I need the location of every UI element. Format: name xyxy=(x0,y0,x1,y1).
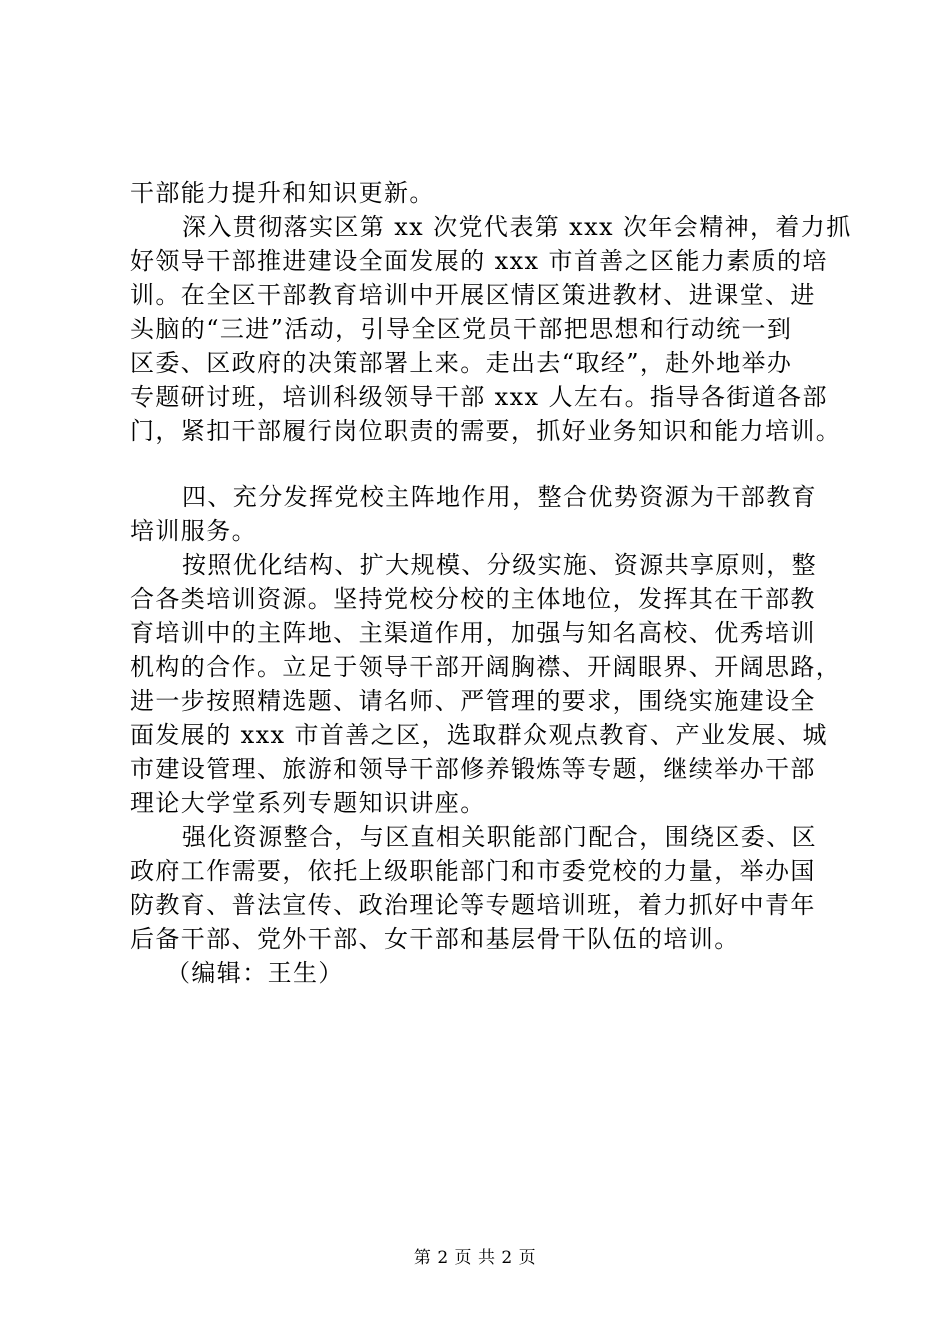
text-line: 训。在全区干部教育培训中开展区情区策进教材、进课堂、进 xyxy=(130,281,816,309)
paragraph-first-line: 深入贯彻落实区第 xx 次党代表第 xxx 次年会精神，着力抓 xyxy=(182,213,852,241)
text-line: 育培训中的主阵地、主渠道作用，加强与知名高校、优秀培训 xyxy=(130,619,816,647)
text-line: 头脑的“三进”活动，引导全区党员干部把思想和行动统一到 xyxy=(130,315,793,343)
text-line: 专题研讨班，培训科级领导干部 xxx 人左右。指导各街道各部 xyxy=(130,383,828,411)
section-heading: 四、充分发挥党校主阵地作用，整合优势资源为干部教育 xyxy=(182,483,817,511)
text-line: 好领导干部推进建设全面发展的 xxx 市首善之区能力素质的培 xyxy=(130,247,828,275)
text-line: 防教育、普法宣传、政治理论等专题培训班，着力抓好中青年 xyxy=(130,891,816,919)
text-line: 合各类培训资源。坚持党校分校的主体地位，发挥其在干部教 xyxy=(130,585,816,613)
text-line: 后备干部、党外干部、女干部和基层骨干队伍的培训。 xyxy=(130,925,740,953)
paragraph-gap xyxy=(130,448,830,480)
text-line: 市建设管理、旅游和领导干部修养锻炼等专题，继续举办干部 xyxy=(130,755,816,783)
text-line: 面发展的 xxx 市首善之区，选取群众观点教育、产业发展、城 xyxy=(130,721,828,749)
text-line: 政府工作需要，依托上级职能部门和市委党校的力量，举办国 xyxy=(130,857,816,885)
text-line: 机构的合作。立足于领导干部开阔胸襟、开阔眼界、开阔思路， xyxy=(130,653,842,681)
document-body xyxy=(130,176,852,990)
text-line: 干部能力提升和知识更新。 xyxy=(130,179,435,207)
page-footer xyxy=(0,1243,950,1268)
page-number: 第 2 页 共 2 页 xyxy=(413,1248,537,1268)
paragraph-first-line: 按照优化结构、扩大规模、分级实施、资源共享原则，整 xyxy=(182,551,817,579)
section-heading-continued: 培训服务。 xyxy=(130,517,257,545)
text-line: 门，紧扣干部履行岗位职责的需要，抓好业务知识和能力培训。 xyxy=(130,417,842,445)
text-line: 区委、区政府的决策部署上来。走出去“取经”，赴外地举办 xyxy=(130,349,793,377)
text-line: 理论大学堂系列专题知识讲座。 xyxy=(130,789,486,817)
editor-note: （编辑：王生） xyxy=(166,959,344,987)
text-line: 进一步按照精选题、请名师、严管理的要求，围绕实施建设全 xyxy=(130,687,816,715)
paragraph-first-line: 强化资源整合，与区直相关职能部门配合，围绕区委、区 xyxy=(182,823,817,851)
